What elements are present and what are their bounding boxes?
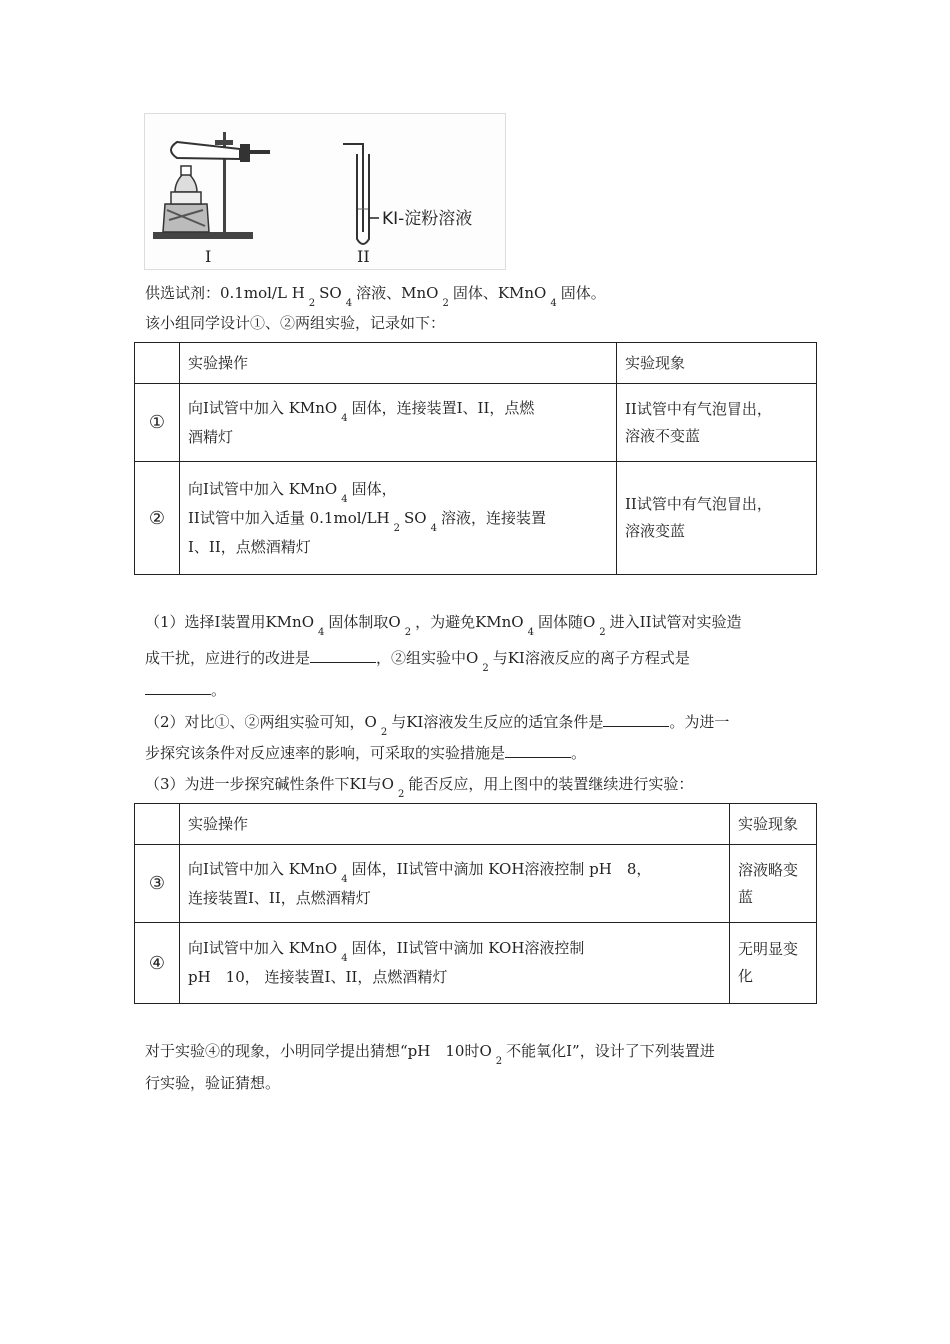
row-number: ①	[135, 384, 180, 462]
row-number: ④	[135, 923, 180, 1004]
answer-blank[interactable]	[310, 648, 376, 663]
row-number: ③	[135, 845, 180, 923]
label-ii: II	[357, 247, 370, 266]
answer-blank[interactable]	[603, 712, 669, 727]
operation-cell: 向I试管中加入 KMnO$_4$固体，II试管中滴加 KOH溶液控制 pH 8， 连接装置I、II，点燃酒精灯	[180, 845, 730, 923]
operation-cell: 向I试管中加入 KMnO$_4$固体，II试管中滴加 KOH溶液控制 pH 10， 连接装置I、II，点燃酒精灯	[180, 923, 730, 1004]
alcohol-lamp	[163, 166, 209, 232]
row-number: ②	[135, 462, 180, 575]
question-1-line-1: （1）选择I装置用KMnO$_4$固体制取$O_2$，为避免KMnO$_4$固体随$O_2$进入II试管对实验造	[145, 613, 742, 638]
apparatus-figure	[144, 113, 506, 270]
header-phenomenon: 实验现象	[617, 343, 817, 384]
phenomenon-cell: 溶液略变 蓝	[730, 845, 817, 923]
question-3-line: （3）为进一步探究碱性条件下KI与$O_2$能否反应，用上图中的装置继续进行实验：	[145, 775, 694, 800]
question-2-line-2: 步探究该条件对反应速率的影响，可采取的实验措施是 。	[145, 744, 587, 762]
reagents-line: 供选试剂：0.1mol/L $H_2SO_4$溶液、MnO$_2$固体、KMnO$_4$固体。	[145, 284, 606, 309]
answer-blank[interactable]	[505, 743, 571, 758]
test-tube-ii	[343, 144, 379, 244]
table-header-row	[135, 343, 817, 384]
experiment-table-1	[134, 342, 817, 575]
table-row	[135, 845, 817, 923]
operation-cell: 向I试管中加入 KMnO$_4$固体，连接装置I、II，点燃 酒精灯	[180, 384, 617, 462]
ki-starch-label: KI-淀粉溶液	[382, 209, 473, 229]
header-operation: 实验操作	[180, 343, 617, 384]
question-1-line-3: 。	[145, 680, 226, 700]
question-1-line-2: 成干扰，应进行的改进是 ，②组实验中$O_2$与KI溶液反应的离子方程式是	[145, 649, 690, 674]
final-line-1: 对于实验④的现象，小明同学提出猜想“pH 10时$O_2$不能氧化I”，设计了下列装置进	[145, 1042, 715, 1067]
intro-line: 该小组同学设计①、②两组实验，记录如下：	[145, 314, 446, 332]
apparatus-diagram	[145, 114, 505, 269]
answer-blank[interactable]	[145, 680, 211, 695]
table-header-row	[135, 804, 817, 845]
phenomenon-cell: 无明显变 化	[730, 923, 817, 1004]
experiment-table-2	[134, 803, 817, 1004]
phenomenon-cell: II试管中有气泡冒出， 溶液变蓝	[617, 462, 817, 575]
operation-cell: 向I试管中加入 KMnO$_4$固体， II试管中加入适量 $0.1mol/LH_2SO_4$溶液，连接装置 I、II，点燃酒精灯	[180, 462, 617, 575]
table-row	[135, 923, 817, 1004]
phenomenon-cell: II试管中有气泡冒出， 溶液不变蓝	[617, 384, 817, 462]
table-row	[135, 384, 817, 462]
header-phenomenon: 实验现象	[730, 804, 817, 845]
table-row	[135, 462, 817, 575]
label-i: I	[205, 247, 212, 266]
final-line-2: 行实验，验证猜想。	[145, 1074, 281, 1092]
question-2-line-1: （2）对比①、②两组实验可知，$O_2$与KI溶液发生反应的适宜条件是 。为进一	[145, 713, 730, 738]
header-operation: 实验操作	[180, 804, 730, 845]
